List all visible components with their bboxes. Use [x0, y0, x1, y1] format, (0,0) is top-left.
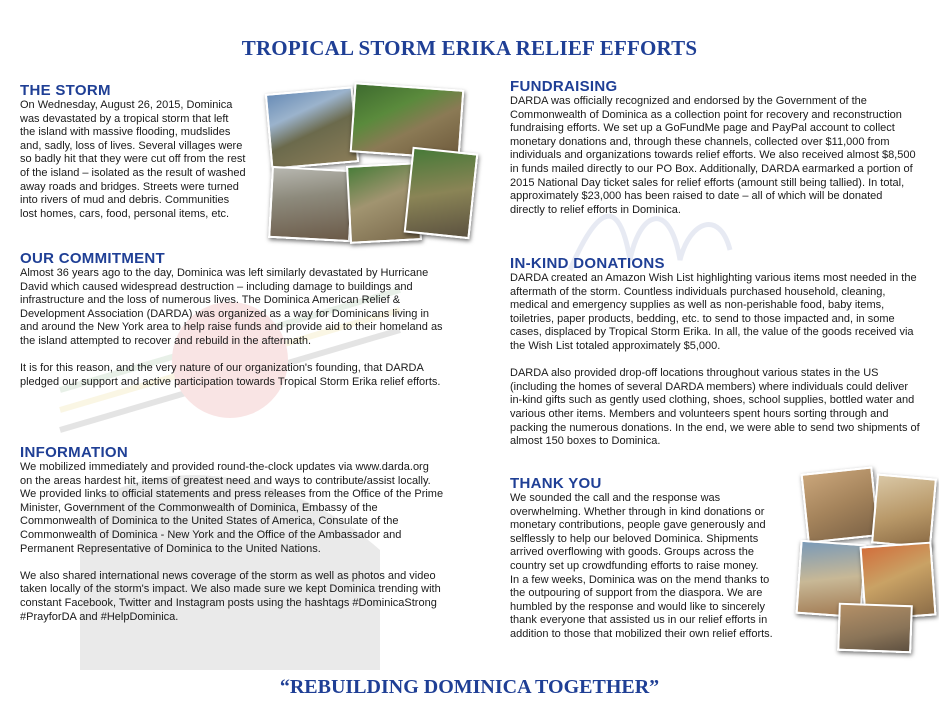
- thank-you-line: country set up crowdfunding efforts to raise money.: [510, 559, 759, 572]
- storm-line: away roads and bridges. Streets were turned: [20, 180, 239, 193]
- thank-you-line: thank everyone that assisted us in our relief efforts in: [510, 614, 768, 627]
- storm-line: was devastated by a tropical storm that left: [20, 112, 229, 125]
- storm-photo: [350, 82, 465, 160]
- donations-photo: [837, 603, 913, 654]
- storm-photo: [265, 86, 359, 169]
- thank-you-line: overwhelming. Whether through in kind donations or: [510, 505, 765, 518]
- page-title: TROPICAL STORM ERIKA RELIEF EFFORTS: [241, 36, 698, 60]
- section-in-kind-donations: [510, 255, 920, 449]
- section-fundraising: [510, 78, 920, 217]
- storm-line: the island with massive flooding, mudslides: [20, 126, 231, 139]
- storm-photo-collage: [268, 86, 478, 246]
- thank-you-line: In a few weeks, Dominica was on the mend thanks to: [510, 573, 770, 586]
- thank-you-line: monetary contributions, people gave generously and: [510, 519, 766, 532]
- heading-the-storm: THE STORM: [20, 82, 111, 99]
- donations-photo: [871, 474, 937, 549]
- in-kind-paragraph: DARDA also provided drop-off locations throughout various states in the US (including the homes of several DARDA members) where individuals could deliver in-kind gifts such as gently used clothing, shoes, school supplies, bottled water and various other items. Members and volunteers spent hours sorting through and packing the numerous donations. In the end, we were able to send two shipments of almost 150 boxes to Dominica.: [510, 367, 920, 448]
- thank-you-line: humbled by the response and would like to sincerely: [510, 600, 765, 613]
- fundraising-paragraph: DARDA was officially recognized and endorsed by the Government of the Commonwealth of Dominica as a collection point for recovery and reconstruction fundraising efforts. We set up a GoFundMe page and PayPal account to collect monetary donations and, through these channels, collected over $11,000 from individuals and organizations towards relief efforts. We also received almost $8,500 in funds mailed directly to our PO Box. Additionally, DARDA earmarked a portion of 2015 National Day ticket sales for relief efforts (amount still being tallied). In total, approximately $23,000 has been raised to date – all of which will be donated directly to relief efforts in Dominica.: [510, 95, 916, 216]
- commitment-paragraph: Almost 36 years ago to the day, Dominica was left similarly devastated by Hurricane David which caused widespread destruction – including damage to buildings and infrastructure and the loss of numerous lives. The Dominica American Relief & Development Association (DARDA) was organized as a way for Dominicans living in and around the New York area to help raise funds and provide aid to their homeland as the island attempted to recover and rebuild in the aftermath.: [20, 267, 443, 347]
- section-thank-you: [510, 475, 810, 642]
- heading-fundraising: FUNDRAISING: [510, 78, 618, 95]
- heading-information: INFORMATION: [20, 444, 129, 461]
- storm-line: of the island – isolated as the result of washed: [20, 166, 246, 179]
- storm-line: into rivers of mud and debris. Communities: [20, 194, 230, 207]
- donations-photo-collage: [798, 470, 936, 652]
- thank-you-body: [510, 492, 810, 642]
- footer-slogan: “REBUILDING DOMINICA TOGETHER”: [279, 676, 660, 698]
- storm-line: On Wednesday, August 26, 2015, Dominica: [20, 99, 233, 111]
- in-kind-paragraph: DARDA created an Amazon Wish List highlighting various items most needed in the aftermath of the storm. Countless individuals purchased household, cleaning, medical and emergency supplies as well as non-perishable food, baby items, toiletries, paper products, bedding, etc. to send to those impacted and, in some cases, displaced by Tropical Storm Erika. In all, the value of the goods received via the Wish List totaled approximately $5,000.: [510, 272, 917, 352]
- section-information: [20, 444, 444, 624]
- commitment-paragraph: It is for this reason, and the very nature of our organization's founding, that DARDA pledged our support and active participation towards Tropical Storm Erika relief efforts.: [20, 362, 441, 388]
- heading-in-kind-donations: IN-KIND DONATIONS: [510, 255, 665, 272]
- storm-body: [20, 99, 280, 221]
- section-our-commitment: [20, 250, 444, 389]
- thank-you-line: We sounded the call and the response was: [510, 492, 721, 504]
- section-the-storm: [20, 82, 280, 221]
- storm-photo: [404, 147, 479, 239]
- heading-thank-you: THANK YOU: [510, 475, 602, 492]
- storm-line: so badly hit that they were cut off from the rest: [20, 153, 246, 166]
- storm-line: and, sadly, loss of lives. Several villages were: [20, 139, 243, 152]
- thank-you-line: selflessly to help our beloved Dominica. Shipments: [510, 532, 759, 545]
- information-paragraph: We also shared international news coverage of the storm as well as photos and video taken locally of the storm's impact. We also made sure we kept Dominica trending with constant Facebook, Twitter and Instagram posts using the hashtags #DominicaStrong #PrayforDA and #HelpDominica.: [20, 569, 441, 623]
- storm-photo: [268, 166, 354, 242]
- information-paragraph: We mobilized immediately and provided round-the-clock updates via www.darda.org on the areas hardest hit, items of greatest need and ways to contribute/assist locally. We provided links to official statements and press releases from the Office of the Prime Minister, Government of the Commonwealth of Dominica, Embassy of the Commonwealth of Dominica to the United States of America, Consulate of the Commonwealth of Dominica - New York and the Office of the Ambassador and Permanent Representative of Dominica to the United Nations.: [20, 461, 444, 555]
- heading-our-commitment: OUR COMMITMENT: [20, 250, 166, 267]
- storm-line: lost homes, cars, food, personal items, etc.: [20, 207, 230, 220]
- thank-you-line: addition to those that mobilized their own relief efforts.: [510, 627, 773, 640]
- donations-photo: [801, 466, 880, 543]
- thank-you-line: the outpouring of support from the diaspora. We are: [510, 587, 763, 600]
- thank-you-line: arrived overflowing with goods. Groups across the: [510, 546, 754, 559]
